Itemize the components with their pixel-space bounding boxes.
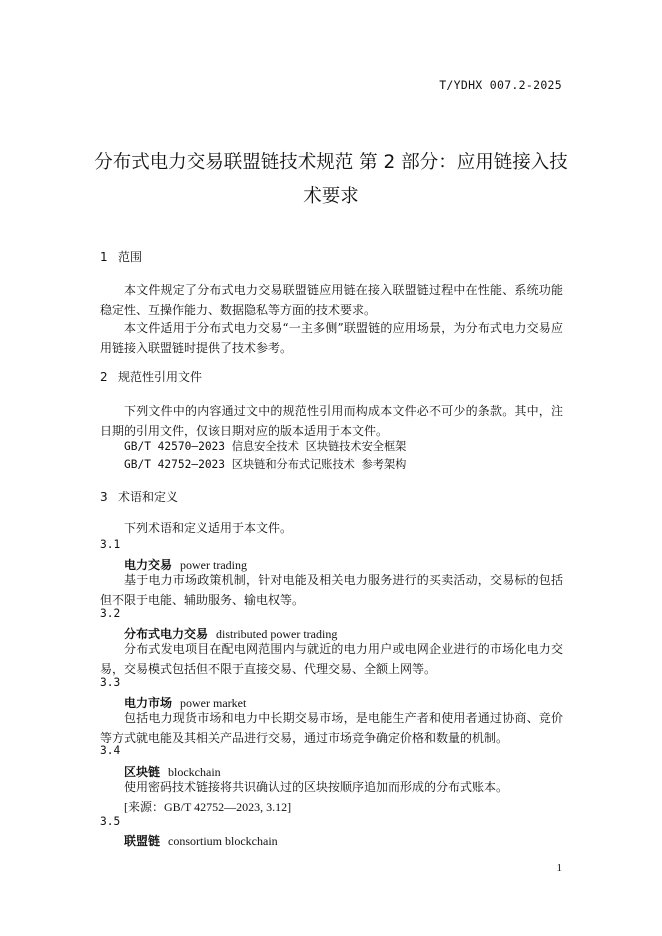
term-english: distributed power trading — [216, 627, 338, 641]
term-chinese: 区块链 — [124, 765, 161, 779]
term-chinese: 联盟链 — [124, 834, 161, 848]
references-intro-paragraph: 下列文件中的内容通过文中的规范性引用而构成本文件必不可少的条款。其中，注日期的引用文件，仅该日期对应的版本适用于本文件。 — [100, 404, 563, 438]
section-title: 范围 — [118, 250, 143, 264]
document-title-line2: 术要求 — [303, 186, 359, 207]
scope-paragraph-2: 本文件适用于分布式电力交易“一主多侧”联盟链的应用场景，为分布式电力交易应用链接入联盟链时提供了技术参考。 — [100, 321, 563, 355]
section-heading-normative-references — [100, 368, 202, 385]
term-number: 3.2 — [100, 607, 121, 620]
term-definition: 包括电力现货市场和电力中长期交易市场，是电能生产者和使用者通过协商、竞价等方式就电能及其相关产品进行交易，通过市场竞争确定价格和数量的机制。 — [100, 711, 563, 745]
term-english: power market — [180, 696, 247, 710]
section-number: 2 — [100, 370, 108, 384]
scope-paragraph-1: 本文件规定了分布式电力交易联盟链应用链在接入联盟链过程中在性能、系统功能稳定性、互操作能力、数据隐私等方面的技术要求。 — [100, 283, 563, 317]
term-number: 3.5 — [100, 815, 121, 828]
section-number: 3 — [100, 490, 108, 504]
term-english: consortium blockchain — [168, 834, 278, 848]
term-chinese: 电力交易 — [124, 558, 173, 572]
section-title: 规范性引用文件 — [118, 370, 203, 384]
reference-item: GB/T 42752—2023 区块链和分布式记账技术 参考架构 — [124, 458, 407, 471]
term-number: 3.4 — [100, 744, 121, 757]
section-heading-scope — [100, 248, 142, 265]
terms-intro-paragraph: 下列术语和定义适用于本文件。 — [124, 521, 293, 535]
term-definition: 使用密码技术链接将共识确认过的区块按顺序追加而形成的分布式账本。 — [124, 780, 509, 794]
page-number: 1 — [556, 862, 562, 874]
term-chinese: 电力市场 — [124, 696, 173, 710]
term-english: blockchain — [168, 765, 221, 779]
document-title-line1: 分布式电力交易联盟链技术规范 第 2 部分：应用链接入技 — [94, 152, 568, 173]
term-chinese: 分布式电力交易 — [124, 627, 209, 641]
reference-item: GB/T 42570—2023 信息安全技术 区块链技术安全框架 — [124, 440, 407, 453]
term-number: 3.1 — [100, 538, 121, 551]
section-title: 术语和定义 — [118, 490, 179, 504]
term-definition: 基于电力市场政策机制，针对电能及相关电力服务进行的买卖活动，交易标的包括但不限于电能、辅助服务、输电权等。 — [100, 573, 563, 607]
term-number: 3.3 — [100, 676, 121, 689]
section-heading-terms — [100, 488, 178, 505]
term-definition: 分布式发电项目在配电网范围内与就近的电力用户或电网企业进行的市场化电力交易，交易模式包括但不限于直接交易、代理交易、全额上网等。 — [100, 642, 563, 676]
document-number: T/YDHX 007.2-2025 — [439, 78, 562, 92]
term-english: power trading — [180, 558, 247, 572]
term-heading — [124, 832, 278, 849]
term-source: [来源：GB/T 42752—2023, 3.12] — [124, 800, 292, 814]
section-number: 1 — [100, 250, 108, 264]
